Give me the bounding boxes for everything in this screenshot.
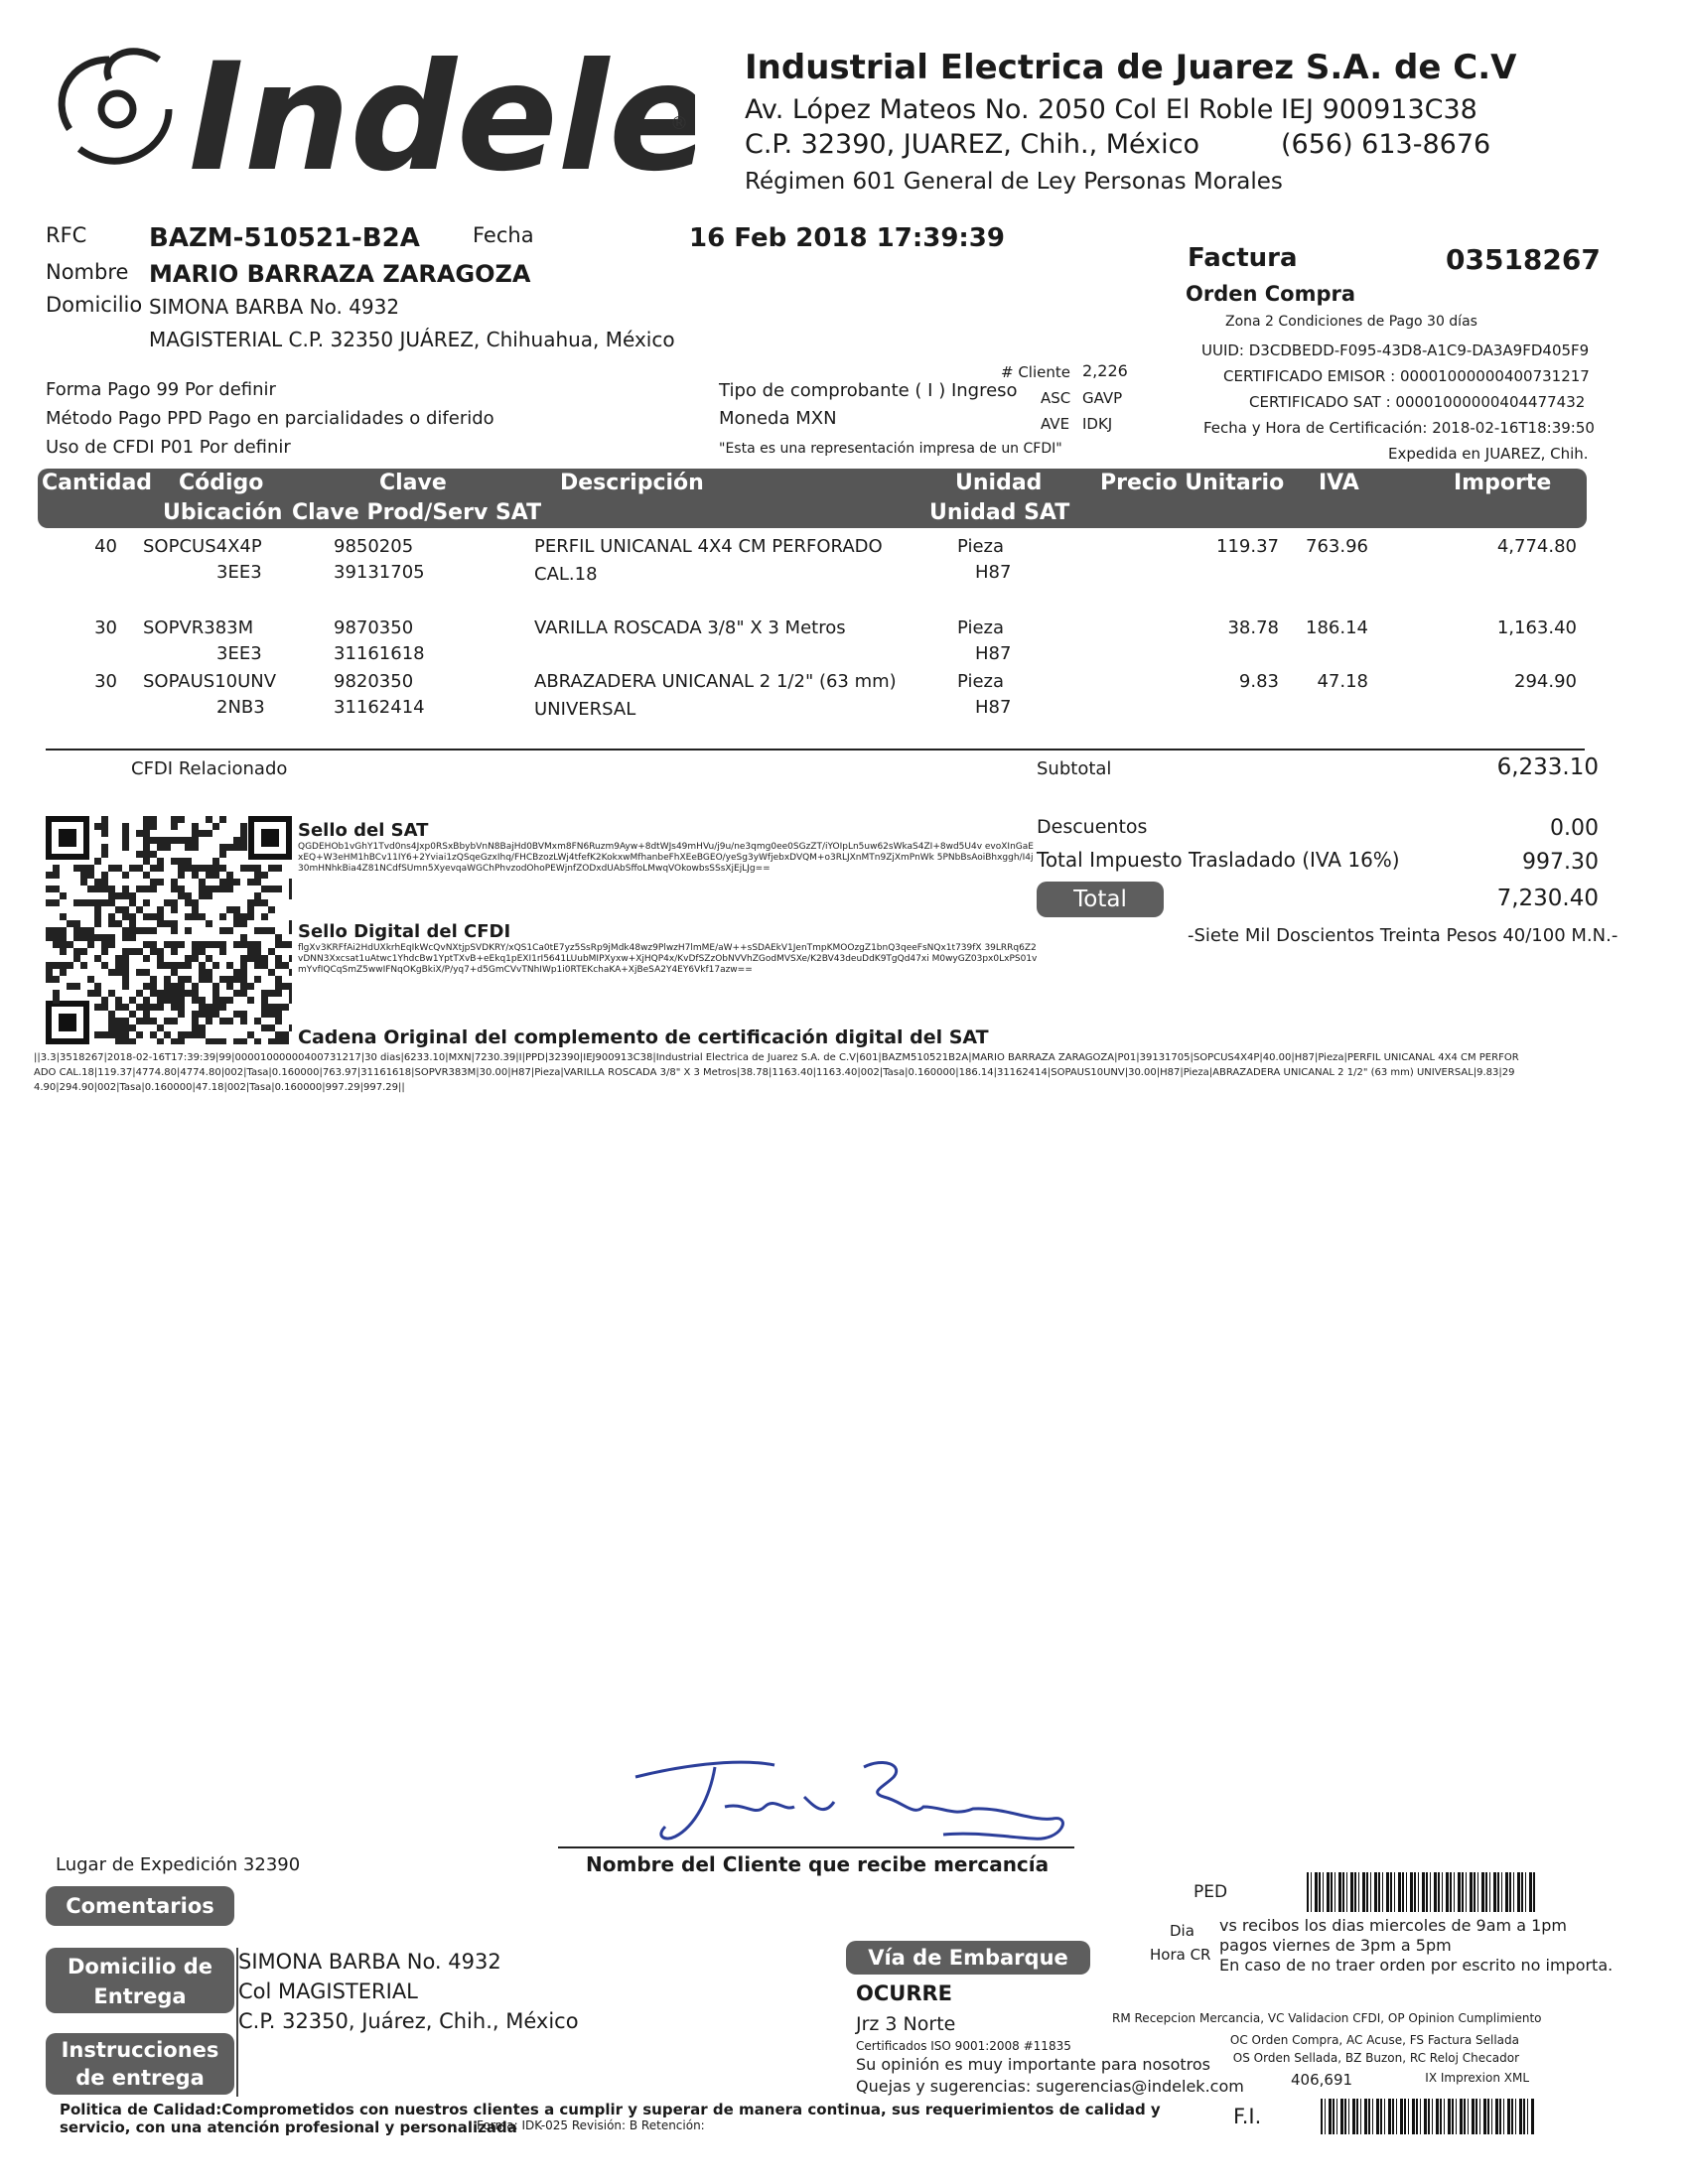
row-clave: 9820350 <box>334 671 414 692</box>
row-unidad-sat: H87 <box>975 697 1012 718</box>
row-unidad-sat: H87 <box>975 643 1012 664</box>
hora-label: Hora CR <box>1150 1946 1211 1964</box>
factura-label: Factura <box>1188 243 1298 273</box>
ped-barcode <box>1307 1872 1535 1912</box>
row-ubicacion: 2NB3 <box>216 697 265 718</box>
row-codigo: SOPAUS10UNV <box>143 671 277 692</box>
header-cantidad: Cantidad <box>42 471 153 495</box>
row-codigo: SOPCUS4X4P <box>143 536 262 557</box>
total-label: Total <box>1037 882 1164 917</box>
quejas-text: Quejas y sugerencias: sugerencias@indelek.com <box>856 2077 1244 2096</box>
fi-barcode <box>1321 2099 1535 2134</box>
company-rfc: IEJ 900913C38 <box>1281 94 1477 125</box>
tipo-comprobante: Tipo de comprobante ( I ) Ingreso <box>719 380 1018 401</box>
row-precio: 9.83 <box>1238 671 1279 692</box>
row-importe: 294.90 <box>1514 671 1577 692</box>
impuesto-value: 997.30 <box>1522 850 1599 875</box>
header-descripcion: Descripción <box>560 471 704 495</box>
invoice-date: 16 Feb 2018 17:39:39 <box>689 223 1005 253</box>
total-value: 7,230.40 <box>1496 886 1599 911</box>
forma-revision: Forma: IDK-025 Revisión: B Retención: <box>477 2118 705 2132</box>
indelek-swirl-icon <box>40 30 695 189</box>
date-label: Fecha <box>473 223 534 247</box>
asc-value: GAVP <box>1082 389 1123 407</box>
opinion-text: Su opinión es muy importante para nosotros <box>856 2055 1211 2074</box>
sello-sat-label: Sello del SAT <box>298 820 429 841</box>
legend-1: RM Recepcion Mercancia, VC Validacion CFDI, OP Opinion Cumplimiento <box>1112 2011 1542 2025</box>
politica-calidad: Politica de Calidad:Comprometidos con nuestros clientes a cumplir y superar de manera continua, sus requerimientos de calidad y servicio, con una atención profesional y personalizada <box>60 2101 1161 2136</box>
entrega-address-2: Col MAGISTERIAL <box>238 1979 418 2003</box>
row-desc-2: UNIVERSAL <box>534 699 636 720</box>
header-codigo: Código <box>179 471 264 495</box>
signature-line <box>558 1846 1074 1848</box>
instrucciones-label: Instrucciones de entrega <box>46 2033 234 2095</box>
company-address-2: C.P. 32390, JUAREZ, Chih., México <box>745 129 1200 160</box>
row-desc-1: ABRAZADERA UNICANAL 2 1/2" (63 mm) <box>534 671 897 692</box>
cadena-original: ||3.3|3518267|2018-02-16T17:39:39|99|00001000000400731217|30 dias|6233.10|MXN|7230.39|I|PPD|32390|IEJ900913C38|Industrial Electrica de Juarez S.A. de C.V|601|BAZM510521B2A|MARIO BARRAZA ZARAGOZA|P01|39131705|SOPCUS4X4P|40.00|H87|Pieza|PERFIL UNICANAL 4X4 CM PERFORADO CAL.18|119.37|4774.80|4774.80|002|Tasa|0.160000|763.97|31161618|SOPVR383M|30.00|H87|Pieza|VARILLA ROSCADA 3/8" X 3 Metros|38.78|1163.40|1163.40|002|Tasa|0.160000|186.14|31162414|SOPAUS10UNV|30.00|H87|Pieza|ABRAZADERA UNICANAL 2 1/2" (63 mm) UNIVERSAL|9.83|294.90|294.90|002|Tasa|0.160000|47.18|002|Tasa|0.160000|997.29|997.29|| <box>34 1052 1519 1093</box>
row-cantidad: 30 <box>94 671 117 692</box>
ave-value: IDKJ <box>1082 415 1113 433</box>
recibos-2: pagos viernes de 3pm a 5pm <box>1219 1936 1452 1955</box>
lugar-expedicion: Lugar de Expedición 32390 <box>56 1854 301 1875</box>
row-iva: 47.18 <box>1317 671 1368 692</box>
client-rfc: BAZM-510521-B2A <box>149 223 420 253</box>
ped-label: PED <box>1194 1882 1228 1902</box>
row-ubicacion: 3EE3 <box>216 643 262 664</box>
qr-code <box>46 816 292 1044</box>
row-clave-sat: 31161618 <box>334 643 425 664</box>
row-codigo: SOPVR383M <box>143 617 254 638</box>
sello-cfdi: flgXv3KRFfAi2HdUXkrhEqIkWcQvNXtjpSVDKRY/xQS1Ca0tE7yz5SsRp9jMdk48wz9PlwzH7lmME/aW++sSDAEkV1JenTmpKMOOzgZ1bnQ3qeeFsNQx1t739fX 39LRRq6Z2vDNN3Xxcsat1uAtwc1YhdcBw1YptTXvB+eEkq1pEXI1rI5641LUubMIPXyxw+XjHQP4x/KvDfSZzObNVVhZGodMVSXe/K2BV43deuDdK9TgQd47xi M0wyGZ03px0LxPS01vmYvfIQCqSmZ5wwIFNqOKgBkiX/P/yq7+d5GmCVvTNhIWp1i0RTEKchaKA+XjBeSA2Y4EY6Vkf17azw== <box>298 943 1038 975</box>
company-regime: Régimen 601 General de Ley Personas Morales <box>745 169 1283 195</box>
sello-cfdi-label: Sello Digital del CFDI <box>298 921 511 942</box>
cert-emisor: CERTIFICADO EMISOR : 00001000000400731217 <box>1223 367 1590 385</box>
header-ubicacion: Ubicación <box>163 500 283 525</box>
row-desc-2: CAL.18 <box>534 564 598 585</box>
client-signature <box>616 1747 1082 1856</box>
row-desc-1: PERFIL UNICANAL 4X4 CM PERFORADO <box>534 536 883 557</box>
legend-4: IX Imprexion XML <box>1425 2071 1529 2085</box>
fi-label: F.I. <box>1233 2105 1262 2128</box>
header-importe: Importe <box>1454 471 1552 495</box>
fecha-certificacion: Fecha y Hora de Certificación: 2018-02-16T18:39:50 <box>1203 419 1595 437</box>
header-unidad-sat: Unidad SAT <box>929 500 1070 525</box>
row-iva: 186.14 <box>1306 617 1368 638</box>
client-address-2: MAGISTERIAL C.P. 32350 JUÁREZ, Chihuahua, México <box>149 328 675 351</box>
company-name: Industrial Electrica de Juarez S.A. de C.V <box>745 48 1517 87</box>
header-clave: Clave <box>379 471 447 495</box>
svg-text:®: ® <box>670 113 688 134</box>
row-importe: 1,163.40 <box>1496 617 1577 638</box>
row-precio: 119.37 <box>1216 536 1279 557</box>
header-iva: IVA <box>1319 471 1359 495</box>
table-row <box>38 617 1587 673</box>
row-cantidad: 30 <box>94 617 117 638</box>
sucursal: Jrz 3 Norte <box>856 2013 956 2035</box>
table-header <box>38 469 1587 528</box>
row-iva: 763.96 <box>1306 536 1368 557</box>
table-row <box>38 536 1587 596</box>
company-logo <box>40 30 695 189</box>
domicilio-entrega-label: Domicilio de Entrega <box>46 1948 234 2013</box>
entrega-address-1: SIMONA BARBA No. 4932 <box>238 1950 501 1974</box>
row-unidad: Pieza <box>957 617 1005 638</box>
sello-sat: QGDEHOb1vGhY1Tvd0ns4Jxp0RSxBbybVnN8BajHd0BVMxm8FN6Ruzm9Ayw+8dtWJs49mHVu/j9u/ne3qmg0ee0SGzZT/iYOIpLn5uw62sWkaS4ZI+8wd5U4v evoXInGaExEQ+W3eHM1hBCv11IY6+2Yviai1zQSqeGzxIhq/FHCBzozLWj4tfefK2KokxwMfhanbeFhXEeBGEO/yeSg3yWfjebxDVQM+o3RLJXnMTn9ZjXmPnWk 5PNbBsAoiBhxggh/I4j30mHNhkBia4Z81NCdfSUmn5XyevqaWGChPhvzodOhoPEWjnfZODxdUAbSffoLMwqVOkowbsSSsXjEjLJg== <box>298 842 1034 874</box>
header-unidad: Unidad <box>955 471 1043 495</box>
iso-cert: Certificados ISO 9001:2008 #11835 <box>856 2039 1071 2053</box>
logo-text: Indel <box>189 32 610 189</box>
address-label: Domicilio <box>46 293 143 317</box>
forma-pago: Forma Pago 99 Por definir <box>46 379 276 400</box>
legend-2: OC Orden Compra, AC Acuse, FS Factura Sellada <box>1229 2033 1519 2047</box>
representation-note: "Esta es una representación impresa de un CFDI" <box>719 441 1062 457</box>
moneda: Moneda MXN <box>719 408 837 429</box>
descuentos-value: 0.00 <box>1550 816 1599 841</box>
uso-cfdi: Uso de CFDI P01 Por definir <box>46 437 291 458</box>
zona-condiciones: Zona 2 Condiciones de Pago 30 días <box>1225 314 1477 330</box>
factura-number: 03518267 <box>1446 243 1601 276</box>
row-unidad: Pieza <box>957 536 1005 557</box>
recibos-3: En caso de no traer orden por escrito no importa. <box>1219 1956 1614 1975</box>
signature-caption: Nombre del Cliente que recibe mercancía <box>586 1852 1050 1876</box>
row-importe: 4,774.80 <box>1496 536 1577 557</box>
ave-label: AVE <box>1041 415 1070 433</box>
table-bottom-divider <box>46 749 1585 751</box>
recibos-1: vs recibos los dias miercoles de 9am a 1pm <box>1219 1916 1568 1935</box>
metodo-pago: Método Pago PPD Pago en parcialidades o diferido <box>46 408 494 429</box>
impuesto-label: Total Impuesto Trasladado (IVA 16%) <box>1037 848 1400 872</box>
row-cantidad: 40 <box>94 536 117 557</box>
cliente-no-label: # Cliente <box>1001 363 1070 381</box>
row-clave: 9870350 <box>334 617 414 638</box>
cfdi-relacionado: CFDI Relacionado <box>131 758 288 779</box>
legend-3: OS Orden Sellada, BZ Buzon, RC Reloj Checador <box>1232 2051 1519 2065</box>
row-desc-1: VARILLA ROSCADA 3/8" X 3 Metros <box>534 617 846 638</box>
descuentos-label: Descuentos <box>1037 816 1148 838</box>
row-clave-sat: 31162414 <box>334 697 425 718</box>
row-clave: 9850205 <box>334 536 414 557</box>
asc-label: ASC <box>1041 389 1071 407</box>
row-precio: 38.78 <box>1227 617 1279 638</box>
rfc-label: RFC <box>46 223 87 247</box>
cert-sat: CERTIFICADO SAT : 00001000000404477432 <box>1249 393 1586 411</box>
subtotal-label: Subtotal <box>1037 758 1112 779</box>
name-label: Nombre <box>46 260 129 284</box>
via-embarque-label: Vía de Embarque <box>846 1941 1090 1975</box>
comentarios-label: Comentarios <box>46 1886 234 1926</box>
header-clave-sat: Clave Prod/Serv SAT <box>292 500 542 525</box>
total-en-letra: -Siete Mil Doscientos Treinta Pesos 40/100 M.N.- <box>1188 925 1618 946</box>
dia-label: Dia <box>1170 1922 1194 1940</box>
expedida-en: Expedida en JUAREZ, Chih. <box>1388 445 1589 463</box>
cadena-label: Cadena Original del complemento de certificación digital del SAT <box>298 1026 989 1048</box>
subtotal-value: 6,233.10 <box>1496 754 1599 780</box>
company-phone: (656) 613-8676 <box>1281 129 1491 160</box>
client-name: MARIO BARRAZA ZARAGOZA <box>149 260 531 288</box>
via-embarque: OCURRE <box>856 1981 953 2005</box>
row-ubicacion: 3EE3 <box>216 562 262 583</box>
uuid: UUID: D3CDBEDD-F095-43D8-A1C9-DA3A9FD405F9 <box>1201 341 1590 359</box>
row-clave-sat: 39131705 <box>334 562 425 583</box>
entrega-address-3: C.P. 32350, Juárez, Chih., México <box>238 2009 579 2033</box>
row-unidad-sat: H87 <box>975 562 1012 583</box>
client-address-1: SIMONA BARBA No. 4932 <box>149 295 400 319</box>
header-precio: Precio Unitario <box>1100 471 1285 495</box>
cliente-no: 2,226 <box>1082 361 1128 380</box>
row-unidad: Pieza <box>957 671 1005 692</box>
legend-4-number: 406,691 <box>1291 2071 1353 2089</box>
company-address-1: Av. López Mateos No. 2050 Col El Roble <box>745 94 1274 125</box>
orden-compra-label: Orden Compra <box>1186 282 1356 306</box>
table-row <box>38 671 1587 731</box>
